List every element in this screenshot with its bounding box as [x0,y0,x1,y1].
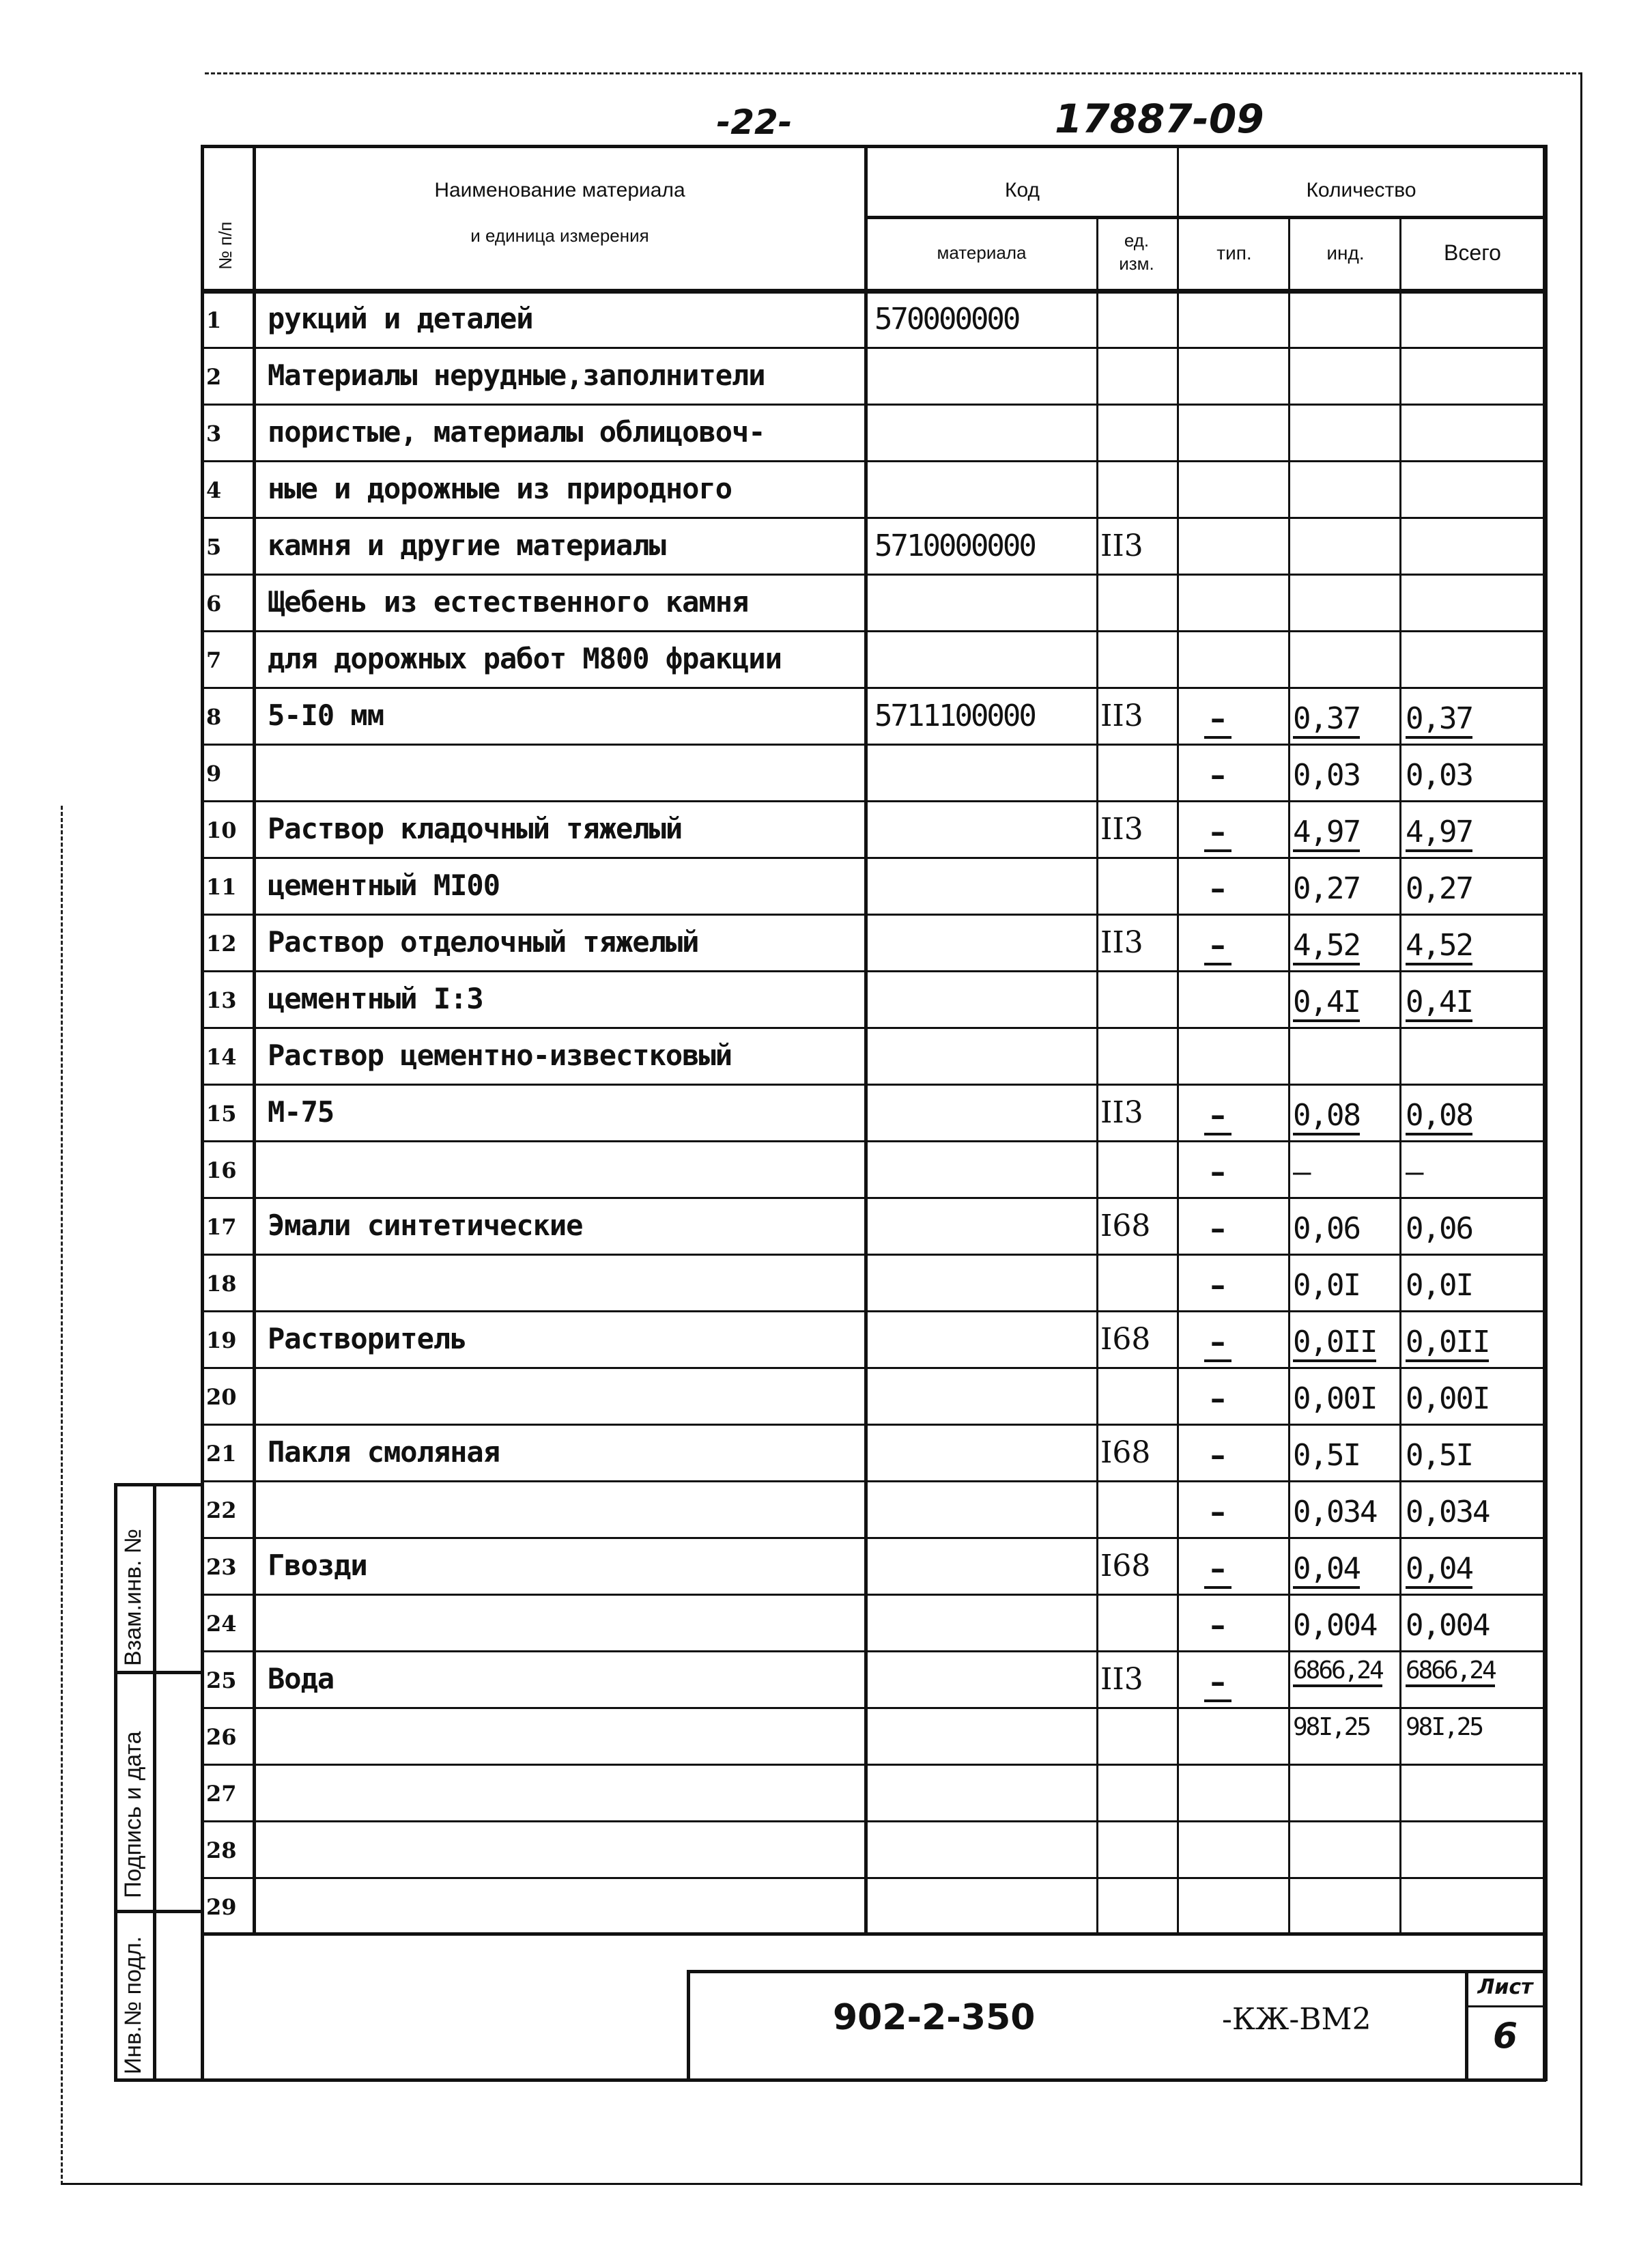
qty-typ: – [1204,701,1231,739]
table-row [201,574,1546,630]
row-number: 20 [206,1384,237,1410]
row-number: 7 [206,647,222,673]
header-typ: тип. [1216,242,1252,264]
table-row [201,687,1546,744]
header-code-material: материала [937,242,1027,263]
side-strip-top [114,1483,204,1486]
row-number: 23 [206,1554,237,1580]
sheet-number: 6 [1492,2016,1518,2057]
unit-code: II3 [1100,1095,1143,1130]
material-name: М-75 [268,1095,334,1129]
qty-total: 98I,25 [1406,1713,1483,1741]
material-name: камня и другие материалы [268,528,666,562]
row-number: 25 [206,1667,237,1693]
qty-ind: 0,04 [1293,1551,1360,1589]
side-strip-left-border [114,1483,117,2080]
qty-total: 0,034 [1406,1495,1490,1529]
row-number: 19 [206,1327,237,1353]
table-row [201,1424,1546,1480]
material-name: Эмали синтетические [268,1209,583,1242]
unit-code: I68 [1100,1435,1151,1470]
material-name: 5-I0 мм [268,698,384,732]
qty-ind: 0,37 [1293,701,1360,739]
row-number: 22 [206,1497,237,1523]
table-row [201,290,1546,347]
row-number: 29 [206,1894,237,1920]
material-name: Вода [268,1662,334,1695]
header-total: Всего [1444,240,1501,265]
qty-typ: – [1210,871,1225,906]
row-number: 18 [206,1271,237,1297]
row-number: 21 [206,1441,237,1467]
row-number: 3 [206,421,222,447]
row-number: 17 [206,1214,237,1240]
row-number: 12 [206,931,237,957]
side-label-original-inv: Инв.№ подл. [120,1936,146,2074]
table-row [201,1254,1546,1310]
row-number: 26 [206,1724,237,1750]
row-number: 24 [206,1611,237,1637]
table-row [201,1310,1546,1367]
header-code: Код [1004,179,1040,201]
row-number: 28 [206,1837,237,1863]
qty-typ: – [1204,1551,1231,1589]
qty-ind: 0,0I [1293,1268,1360,1303]
side-strip-bottom [114,2078,204,2082]
page-top-border [205,72,1582,74]
table-row [201,404,1546,460]
table-row [201,1197,1546,1254]
title-designation: 902-2-350 [833,1997,1036,2038]
material-name: рукций и деталей [268,302,533,335]
qty-ind: 0,034 [1293,1495,1377,1529]
qty-total: 0,27 [1406,871,1472,906]
qty-typ: – [1210,1438,1225,1473]
qty-ind: 0,27 [1293,871,1360,906]
qty-ind: 0,00I [1293,1381,1377,1416]
table-row [201,1027,1546,1084]
material-name: Раствор кладочный тяжелый [268,812,683,845]
qty-typ: – [1210,1155,1225,1189]
header-subgroup-line [864,216,1544,219]
row-number: 9 [206,761,222,787]
table-row [201,1140,1546,1197]
row-number: 5 [206,534,222,560]
qty-ind: 6866,24 [1293,1656,1382,1687]
qty-total: 0,0I [1406,1268,1472,1303]
title-block-top [687,1970,1546,1973]
row-number: 4 [206,477,222,503]
table-row [201,630,1546,687]
unit-code: II3 [1100,528,1143,563]
qty-typ: – [1210,1495,1225,1529]
qty-typ: – [1204,928,1231,965]
material-code: 570000000 [874,302,1019,337]
table-top-border [201,145,1546,148]
material-name: для дорожных работ М800 фракции [268,642,782,675]
unit-code: II3 [1100,1662,1143,1697]
material-name: Щебень из естественного камня [268,585,749,619]
table-row [201,347,1546,404]
title-suffix: -КЖ-ВМ2 [1222,2002,1371,2037]
qty-total: – [1406,1155,1423,1189]
qty-typ: – [1210,1608,1225,1643]
qty-typ: – [1204,815,1231,852]
row-number: 8 [206,704,222,730]
row-number: 1 [206,307,222,333]
qty-total: 0,37 [1406,701,1472,739]
qty-typ: – [1204,1665,1231,1702]
row-number: 13 [206,987,237,1013]
qty-ind: 4,52 [1293,928,1360,965]
unit-code: I68 [1100,1322,1151,1357]
qty-ind: 0,08 [1293,1098,1360,1135]
qty-total: 0,03 [1406,758,1472,793]
table-row [201,800,1546,857]
qty-total: 0,08 [1406,1098,1472,1135]
row-number: 2 [206,364,222,390]
header-name-line1: Наименование материала [434,179,685,201]
qty-ind: 4,97 [1293,815,1360,852]
material-code: 5711100000 [874,698,1035,733]
unit-code: II3 [1100,925,1143,960]
qty-total: 0,004 [1406,1608,1490,1643]
material-name: Материалы нерудные,заполнители [268,358,765,392]
page-left-cut-line [61,806,63,2185]
qty-total: 6866,24 [1406,1656,1495,1687]
qty-typ: – [1210,1211,1225,1246]
unit-code: II3 [1100,812,1143,847]
table-row [201,1820,1546,1877]
qty-ind: – [1293,1155,1310,1189]
frame-bottom-border [201,2078,1546,2082]
qty-typ: – [1204,1098,1231,1135]
qty-ind: 98I,25 [1293,1713,1370,1741]
page-number: -22- [716,102,793,142]
header-ind: инд. [1326,242,1365,264]
material-name: Растворитель [268,1322,467,1355]
sheet-label: Лист [1477,1975,1533,1999]
table-row [201,914,1546,970]
row-number: 14 [206,1044,237,1070]
material-name: цементный МI00 [268,869,500,902]
qty-ind: 0,0II [1293,1325,1376,1362]
side-strip-divider [153,1483,156,2080]
qty-ind: 0,5I [1293,1438,1360,1473]
row-number: 6 [206,591,222,617]
qty-total: 0,4I [1406,985,1472,1022]
side-label-signature-date: Подпись и дата [120,1731,146,1898]
table-row [201,857,1546,914]
table-row [201,517,1546,574]
side-label-replacement-inv: Взам.инв. № [120,1528,146,1666]
row-number: 16 [206,1157,237,1183]
header-row-number: № п/п [215,221,236,270]
table-row [201,1480,1546,1537]
table-row [201,744,1546,800]
sheet-box-left [1465,1970,1468,2080]
row-number: 11 [206,874,237,900]
title-block-left [687,1970,690,2080]
qty-total: 0,00I [1406,1381,1490,1416]
qty-total: 0,04 [1406,1551,1472,1589]
unit-code: II3 [1100,698,1143,733]
qty-ind: 0,004 [1293,1608,1377,1643]
material-name: Раствор цементно-известковый [268,1039,732,1072]
unit-code: I68 [1100,1209,1151,1243]
table-row [201,460,1546,517]
table-row [201,1594,1546,1650]
side-strip-line2 [114,1910,204,1913]
header-name-line2: и единица измерения [470,225,649,246]
qty-total: 0,0II [1406,1325,1489,1362]
table-row [201,1650,1546,1707]
qty-ind: 0,4I [1293,985,1360,1022]
qty-total: 0,5I [1406,1438,1472,1473]
qty-ind: 0,03 [1293,758,1360,793]
material-name: Гвозди [268,1549,367,1582]
page-right-border [1580,72,1582,2186]
qty-total: 4,52 [1406,928,1472,965]
qty-typ: – [1210,1268,1225,1303]
sheet-box-divider [1465,2005,1546,2007]
qty-ind: 0,06 [1293,1211,1360,1246]
row-number: 10 [206,817,237,843]
material-name: Раствор отделочный тяжелый [268,925,699,959]
qty-typ: – [1210,1381,1225,1416]
qty-total: 4,97 [1406,815,1472,852]
table-row [201,970,1546,1027]
material-code: 5710000000 [874,528,1035,563]
table-row [201,1084,1546,1140]
qty-total: 0,06 [1406,1211,1472,1246]
table-row [201,1877,1546,1934]
header-unit: ед. изм. [1119,230,1154,274]
material-name: цементный I:3 [268,982,483,1015]
header-quantity: Количество [1306,179,1416,201]
qty-typ: – [1204,1325,1231,1362]
row-number: 27 [206,1781,237,1807]
material-name: пористые, материалы облицовоч- [268,415,765,449]
side-strip-line1 [114,1671,204,1674]
qty-typ: – [1210,758,1225,793]
table-row [201,1537,1546,1594]
material-name: ные и дорожные из природного [268,472,732,505]
table-row [201,1707,1546,1764]
page-bottom-border [61,2183,1582,2185]
registration-number: 17887-09 [1055,96,1264,142]
table-row [201,1367,1546,1424]
table-row [201,1764,1546,1820]
row-number: 15 [206,1101,237,1127]
unit-code: I68 [1100,1549,1151,1583]
material-name: Пакля смоляная [268,1435,500,1469]
